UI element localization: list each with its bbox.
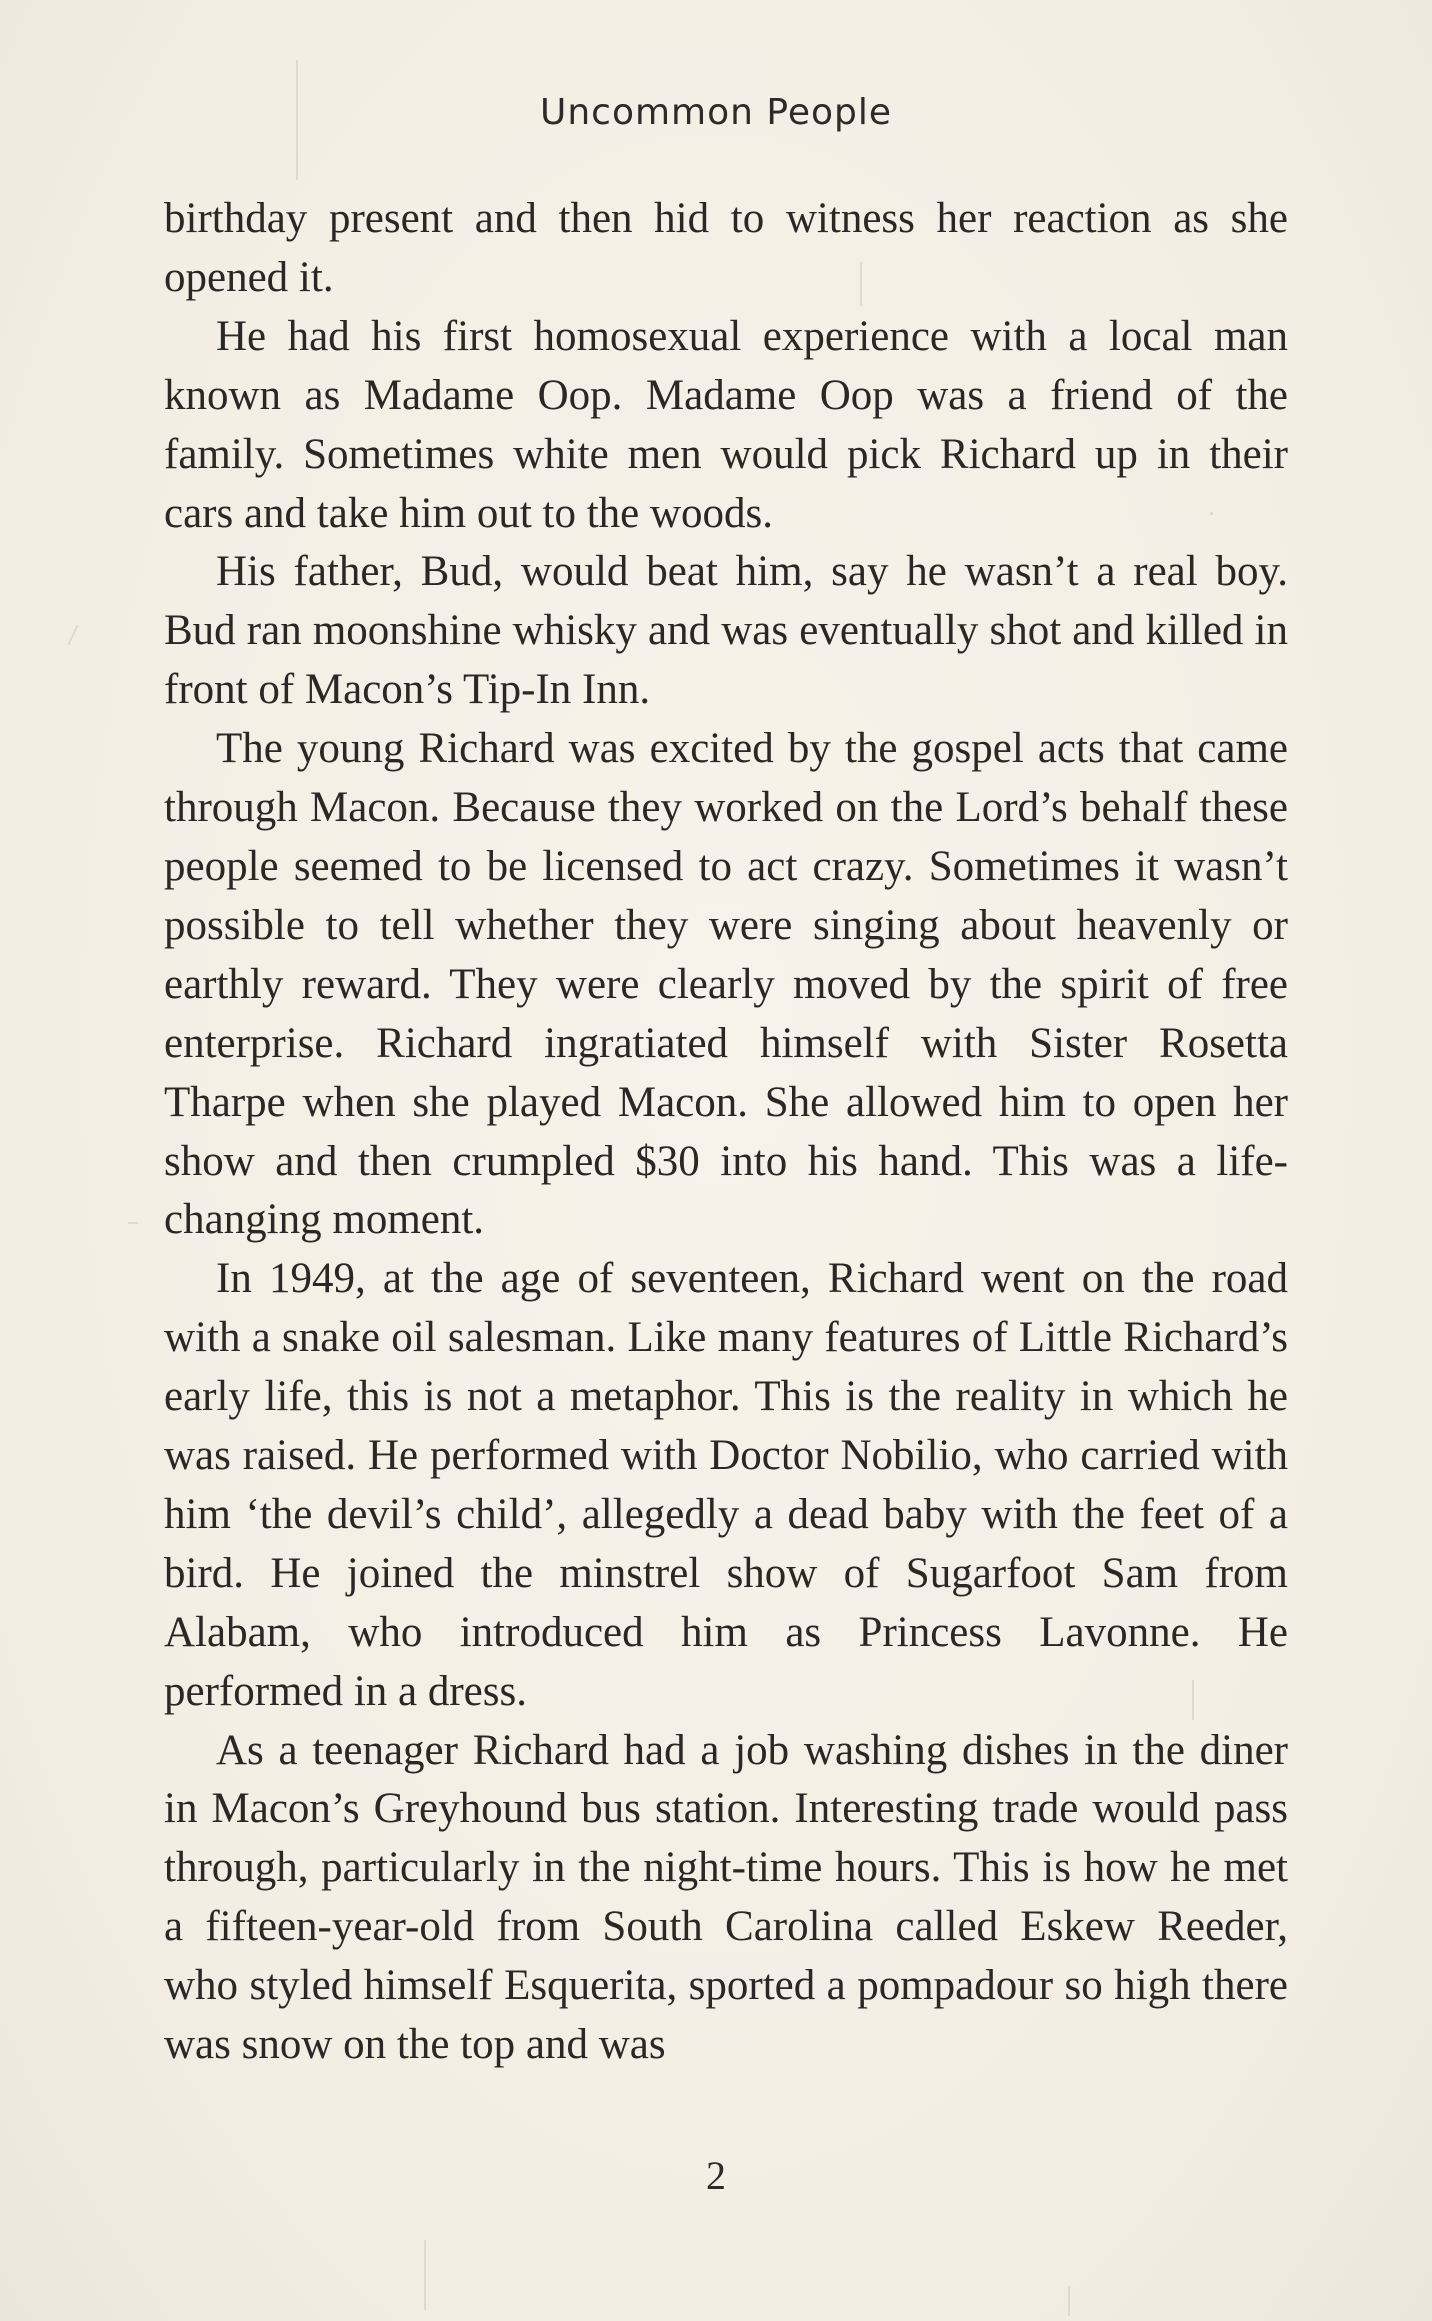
paragraph-2: He had his first homosexual experience with a local man known as Madame Oop. Madame Oop was a friend of the family. Sometimes white men would pick Richard up in their cars and take him out to the woods. xyxy=(164,312,1288,537)
paragraph-5: In 1949, at the age of seventeen, Richard went on the road with a snake oil salesman. Like many features of Little Richard’s early life, this is not a metaphor. This is the reality in which he was raised. He performed with Doctor Nobilio, who carried with him ‘the devil’s child’, allegedly a dead baby with the feet of a bird. He joined the minstrel show of Sugarfoot Sam from Alabam, who introduced him as Princess Lavonne. He performed in a dress. xyxy=(164,1255,1288,1715)
paragraph-4: The young Richard was excited by the gospel acts that came through Macon. Because they worked on the Lord’s behalf these people seemed to be licensed to act crazy. Sometimes it wasn’t possible to tell whether they were singing about heavenly or earthly reward. They were clearly moved by the spirit of free enterprise. Richard ingratiated himself with Sister Rosetta Tharpe when she played Macon. She allowed him to open her show and then crumpled $30 into his hand. This was a life-changing moment. xyxy=(164,725,1288,1244)
scan-artifact xyxy=(67,625,78,646)
scan-artifact xyxy=(1068,2286,1070,2316)
body-text xyxy=(164,190,1288,2075)
paragraph-1: birthday present and then hid to witness her reaction as she opened it. xyxy=(164,195,1288,301)
scan-artifact xyxy=(424,2240,426,2310)
paragraph-6: As a teenager Richard had a job washing dishes in the diner in Macon’s Greyhound bus station. Interesting trade would pass through, particularly in the night-time hours. This is how he met a fifteen-year-old from South Carolina called Eskew Reeder, who styled himself Esquerita, sported a pompadour so high there was snow on the top and was xyxy=(164,1726,1288,2069)
page-number: 2 xyxy=(706,2153,726,2198)
scan-artifact xyxy=(128,1222,138,1224)
paragraph-3: His father, Bud, would beat him, say he wasn’t a real boy. Bud ran moonshine whisky and was eventually shot and killed in front of Macon’s Tip-In Inn. xyxy=(164,548,1288,714)
running-head: Uncommon People xyxy=(539,92,892,133)
